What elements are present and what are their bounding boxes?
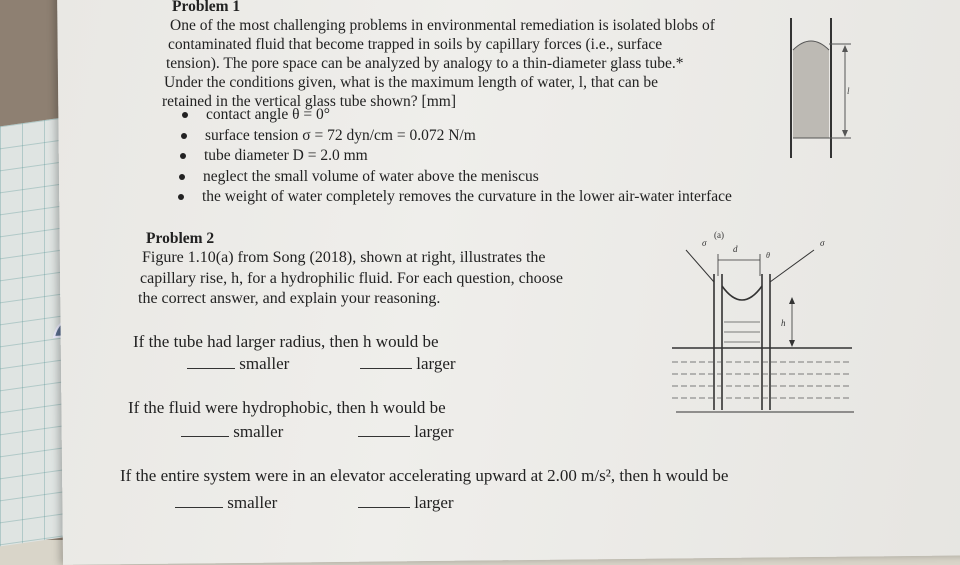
problem2-line: the correct answer, and explain your reasoning. <box>138 290 441 307</box>
problem1-line: contaminated fluid that become trapped in soils by capillary forces (i.e., surface <box>168 36 663 53</box>
bullet-icon <box>178 194 184 200</box>
problem1-line: tension). The pore space can be analyzed by analogy to a thin-diameter glass tube.* <box>166 55 684 72</box>
condition-item: neglect the small volume of water above the meniscus <box>175 167 838 188</box>
problem2-line: Figure 1.10(a) from Song (2018), shown at right, illustrates the <box>142 249 546 266</box>
question-2: If the fluid were hydrophobic, then h would be <box>128 398 446 417</box>
bullet-icon <box>180 153 186 159</box>
question-3-option-larger[interactable]: larger <box>358 493 454 513</box>
figure-panel-label: (a) <box>714 230 724 240</box>
bullet-icon <box>181 133 187 139</box>
glass-tube-figure <box>785 10 855 165</box>
problem1-line: Under the conditions given, what is the maximum length of water, l, that can be <box>164 74 658 91</box>
condition-item: the weight of water completely removes the curvature in the lower air-water interface <box>174 187 838 208</box>
problem1-line: One of the most challenging problems in environmental remediation is isolated blobs of <box>170 17 715 34</box>
question-1: If the tube had larger radius, then h would be <box>133 332 439 351</box>
bullet-icon <box>182 112 188 118</box>
sigma-label-left: σ <box>702 238 707 248</box>
condition-item: contact angle θ = 0° <box>178 105 838 126</box>
height-label: h <box>781 318 786 328</box>
question-1-option-larger[interactable]: larger <box>360 354 456 374</box>
problem1-heading: Problem 1 <box>172 0 241 15</box>
answer-blank[interactable] <box>360 354 412 369</box>
question-1-option-smaller[interactable]: smaller <box>187 354 289 374</box>
answer-blank[interactable] <box>175 493 223 508</box>
answer-blank[interactable] <box>358 493 410 508</box>
question-3-option-smaller[interactable]: smaller <box>175 493 277 513</box>
angle-label: θ <box>766 251 770 260</box>
problem1-statement <box>162 16 790 111</box>
answer-blank[interactable] <box>187 354 235 369</box>
bullet-icon <box>179 174 185 180</box>
condition-item: surface tension σ = 72 dyn/cm = 0.072 N/m <box>177 126 838 147</box>
diameter-label: d <box>733 244 738 254</box>
question-2-option-larger[interactable]: larger <box>358 422 454 442</box>
answer-blank[interactable] <box>358 422 410 437</box>
problem1-line: retained in the vertical glass tube shown? [mm] <box>162 93 456 110</box>
condition-item: tube diameter D = 2.0 mm <box>176 146 838 167</box>
problem2-statement <box>138 248 652 310</box>
sigma-label-right: σ <box>820 238 825 248</box>
answer-blank[interactable] <box>181 422 229 437</box>
problem2-line: capillary rise, h, for a hydrophilic fluid. For each question, choose <box>140 269 563 287</box>
question-3: If the entire system were in an elevator accelerating upward at 2.00 m/s², then h would be <box>120 466 729 485</box>
capillary-rise-figure <box>668 226 858 416</box>
problem1-conditions <box>178 105 838 208</box>
question-2-option-smaller[interactable]: smaller <box>181 422 283 442</box>
problem2-heading: Problem 2 <box>146 230 215 247</box>
length-label: l <box>847 86 850 96</box>
